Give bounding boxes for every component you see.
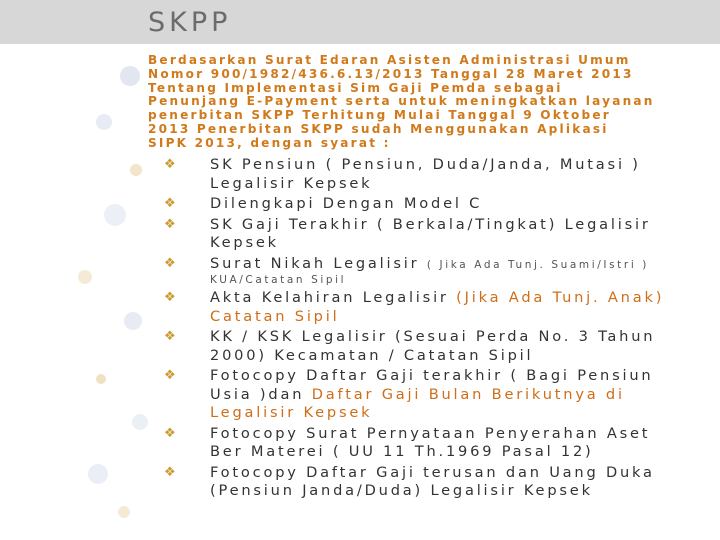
diamond-bullet-icon: ❖ [164, 290, 176, 305]
list-item-text [182, 425, 716, 462]
dot-decoration [88, 464, 108, 484]
item-highlight: (Jika Ada Tunj. Anak) [456, 289, 665, 306]
dot-decoration [104, 204, 126, 226]
list-item-text [182, 367, 716, 423]
item-note: ( Jika Ada Tunj. Suami/Istri ) [426, 258, 649, 271]
diamond-bullet-icon: ❖ [164, 196, 176, 211]
list-item [164, 195, 716, 214]
item-line: SK Pensiun ( Pensiun, Duda/Janda, Mutasi ) [210, 156, 641, 173]
dot-decoration [120, 66, 140, 86]
item-line: Fotocopy Daftar Gaji terusan dan Uang Duka [210, 463, 655, 481]
diamond-bullet-icon: ❖ [164, 329, 176, 344]
list-item [164, 289, 716, 326]
item-line: Akta Kelahiran Legalisir [210, 289, 449, 306]
item-line: Dilengkapi Dengan Model C [210, 195, 483, 212]
item-note: KUA/Catatan Sipil [210, 274, 347, 286]
list-item-text [182, 289, 716, 326]
intro-line: Penunjang E-Payment serta untuk meningkatkan layanan [148, 94, 655, 109]
diamond-bullet-icon: ❖ [164, 425, 176, 441]
item-line: (Pensiun Janda/Duda) Legalisir Kepsek [210, 482, 593, 499]
list-item [164, 215, 716, 253]
item-line: Ber Materei ( UU 11 Th.1969 Pasal 12) [210, 443, 594, 460]
item-line: Kepsek [210, 234, 279, 251]
intro-line: penerbitan SKPP Terhitung Mulai Tanggal 9 Oktober [148, 108, 611, 123]
dot-decoration [124, 312, 142, 330]
item-line: SK Gaji Terakhir ( Berkala/Tingkat) Legalisir [210, 215, 651, 233]
list-item [164, 328, 716, 365]
intro-line: 2013 Penerbitan SKPP sudah Menggunakan Aplikasi [148, 121, 609, 136]
intro-line: Nomor 900/1982/436.6.13/2013 Tanggal 28 Maret 2013 [148, 66, 634, 81]
diamond-bullet-icon: ❖ [164, 368, 176, 383]
item-line: Legalisir Kepsek [210, 174, 373, 192]
item-line: 2000) Kecamatan / Catatan Sipil [210, 346, 534, 364]
item-line: Fotocopy Surat Pernyataan Penyerahan Aset [210, 424, 651, 442]
dot-decoration [96, 374, 106, 384]
intro-line: Berdasarkan Surat Edaran Asisten Administrasi Umum [148, 53, 631, 67]
list-item-text [182, 255, 716, 275]
title-bar [0, 0, 720, 44]
diamond-bullet-icon: ❖ [164, 216, 176, 232]
list-item-text [182, 195, 716, 214]
item-line: Usia )dan [210, 385, 305, 403]
intro-paragraph [148, 54, 714, 151]
list-item-text [182, 216, 716, 253]
dot-decoration [132, 414, 148, 430]
list-item [164, 463, 716, 501]
dot-decoration [130, 164, 142, 176]
diamond-bullet-icon: ❖ [164, 255, 176, 271]
intro-line: Tentang Implementasi Sim Gaji Pemda sebagai [148, 80, 563, 95]
slide-title: SKPP [148, 7, 232, 38]
item-line: Surat Nikah Legalisir [210, 254, 420, 272]
item-line: KK / KSK Legalisir (Sesuai Perda No. 3 Tahun [210, 328, 656, 345]
list-item [164, 254, 716, 288]
item-line: Legalisir Kepsek [210, 404, 373, 421]
dot-decoration [118, 506, 130, 518]
dot-decoration [96, 114, 112, 130]
decorative-dots [0, 44, 160, 540]
list-item-text [182, 464, 716, 501]
dot-decoration [78, 270, 92, 284]
item-line: Catatan Sipil [210, 307, 340, 325]
list-item [164, 367, 716, 423]
item-line: Fotocopy Daftar Gaji terakhir ( Bagi Pensiun [210, 367, 654, 384]
list-item [164, 156, 716, 193]
list-item-text [182, 328, 716, 365]
requirements-list [164, 156, 716, 501]
item-highlight: Daftar Gaji Bulan Berikutnya di [311, 385, 625, 403]
diamond-bullet-icon: ❖ [164, 464, 176, 480]
list-item-text [182, 156, 716, 193]
intro-line: SIPK 2013, dengan syarat : [148, 135, 391, 150]
list-item [164, 424, 716, 462]
diamond-bullet-icon: ❖ [164, 157, 176, 172]
